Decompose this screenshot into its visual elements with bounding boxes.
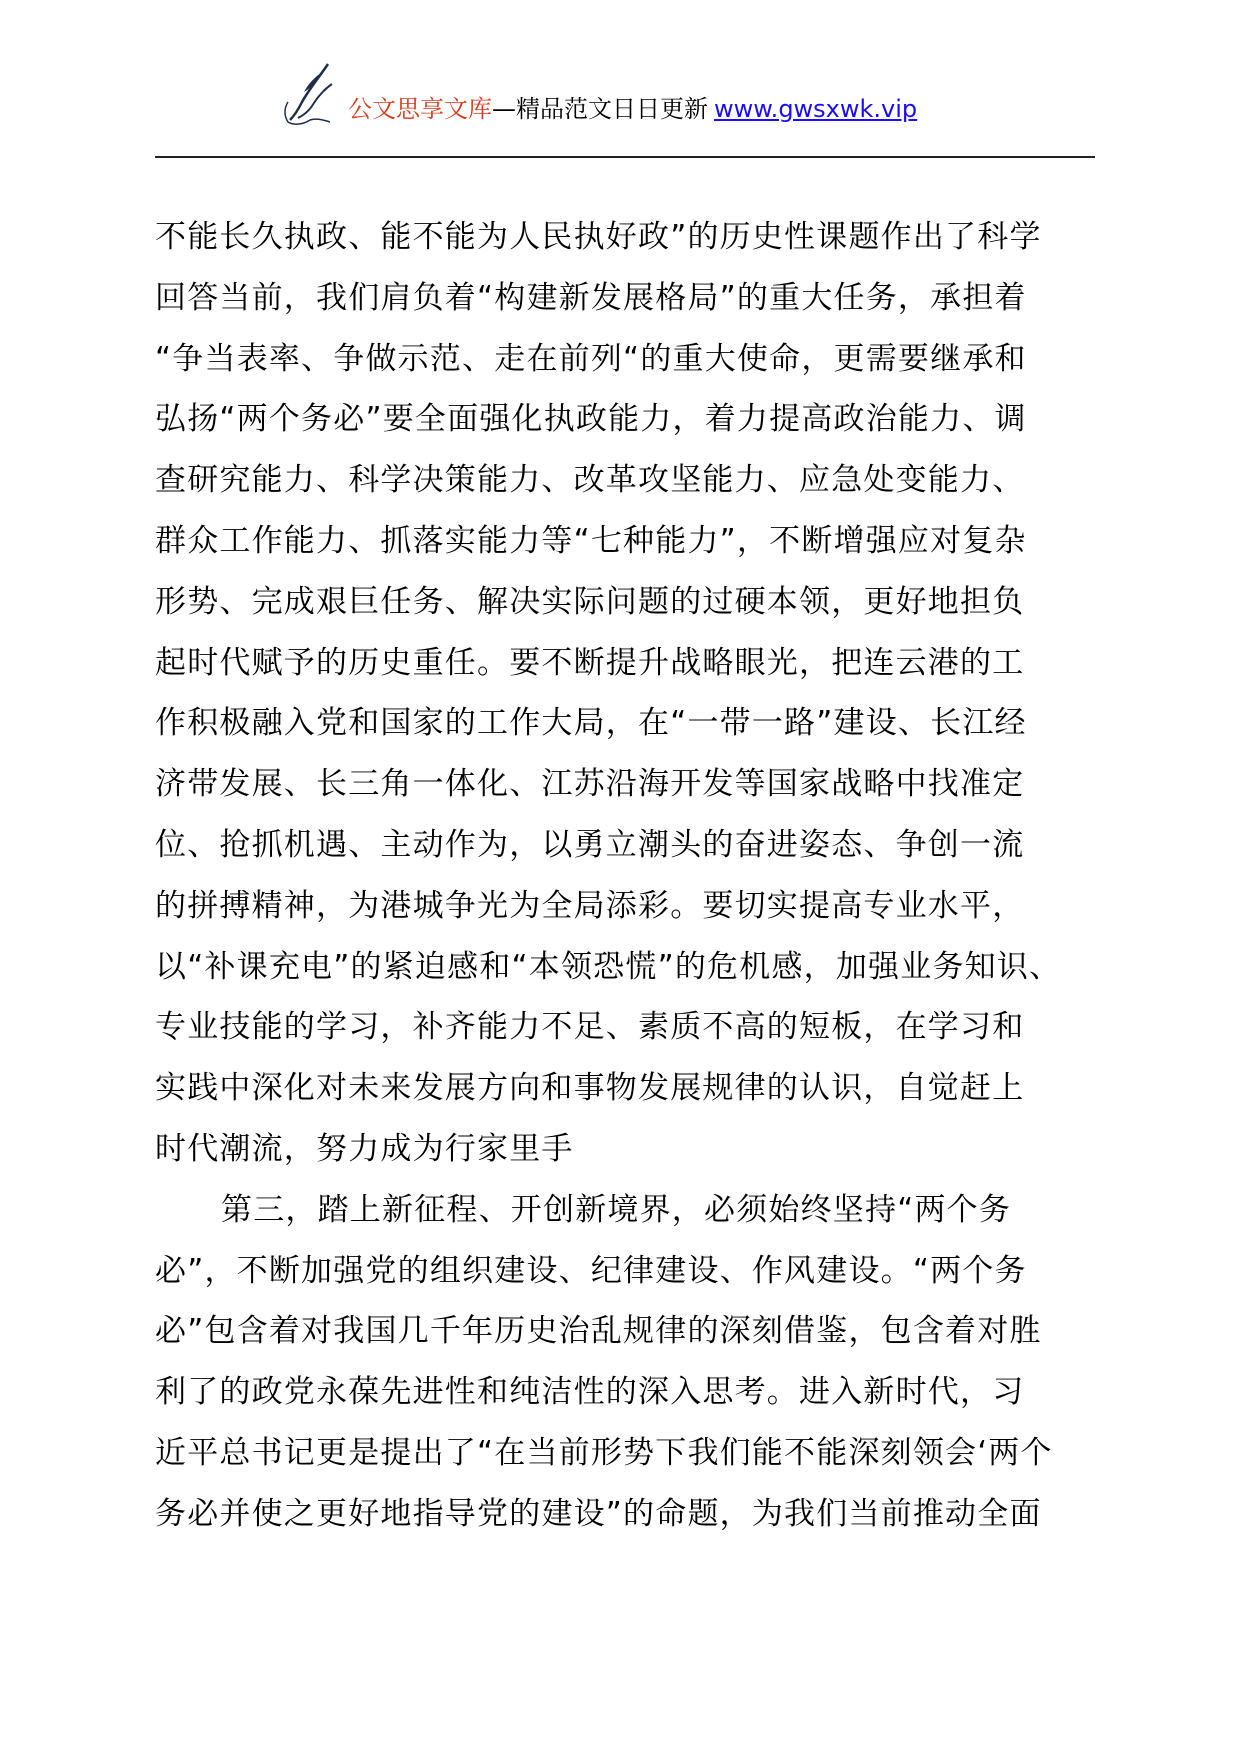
paragraph-start-line: 第三，踏上新征程、开创新境界，必须始终坚持“两个务 <box>221 1191 1012 1228</box>
header-divider <box>155 156 1095 158</box>
text-line: 专业技能的学习，补齐能力不足、素质不高的短板，在学习和 <box>155 1009 1025 1046</box>
text-line: 群众工作能力、抓落实能力等“七种能力”，不断增强应对复杂 <box>155 522 1027 559</box>
text-line: 不能长久执政、能不能为人民执好政”的历史性课题作出了科学 <box>155 219 1042 255</box>
text-line: 起时代赋予的历史重任。要不断提升战略眼光，把连云港的工 <box>155 644 1025 681</box>
text-line: 时代潮流，努力成为行家里手 <box>155 1130 574 1167</box>
quill-logo-icon <box>280 62 342 128</box>
text-line: 位、抢抓机遇、主动作为，以勇立潮头的奋进姿态、争创一流 <box>155 826 1025 863</box>
text-line: 实践中深化对未来发展方向和事物发展规律的认识，自觉赶上 <box>155 1070 1025 1107</box>
text-line: 必”包含着对我国几千年历史治乱规律的深刻借鉴，包含着对胜 <box>155 1313 1042 1350</box>
tagline: —精品范文日日更新 <box>492 95 708 123</box>
text-line: 以“补课充电”的紧迫感和“本领恐慌”的危机感，加强业务知识、 <box>155 948 1062 985</box>
document-body <box>155 207 1105 1545</box>
header-text <box>348 94 917 128</box>
text-line: 弘扬“两个务必”要全面强化执政能力，着力提高政治能力、调 <box>155 401 1027 438</box>
text-line: 济带发展、长三角一体化、江苏沿海开发等国家战略中找准定 <box>155 766 1025 803</box>
text-line: 近平总书记更是提出了“在当前形势下我们能不能深刻领会‘两个 <box>155 1434 1053 1471</box>
text-line: “争当表率、争做示范、走在前列“的重大使命，更需要继承和 <box>155 340 1027 377</box>
text-line: 形势、完成艰巨任务、解决实际问题的过硬本领，更好地担负 <box>155 583 1025 620</box>
website-link[interactable]: www.gwsxwk.vip <box>714 95 918 123</box>
page-header <box>280 58 917 128</box>
text-line: 回答当前，我们肩负着“构建新发展格局”的重大任务，承担着 <box>155 279 1027 316</box>
text-line: 利了的政党永葆先进性和纯洁性的深入思考。进入新时代，习 <box>155 1374 1025 1411</box>
text-line: 必”，不断加强党的组织建设、纪律建设、作风建设。“两个务 <box>155 1252 1027 1289</box>
text-line: 查研究能力、科学决策能力、改革攻坚能力、应急处变能力、 <box>155 462 1025 499</box>
text-line: 务必并使之更好地指导党的建设”的命题，为我们当前推动全面 <box>155 1495 1042 1532</box>
brand-name: 公文思享文库 <box>348 95 492 123</box>
text-line: 作积极融入党和国家的工作大局，在“一带一路”建设、长江经 <box>155 705 1027 742</box>
text-line: 的拼搏精神，为港城争光为全局添彩。要切实提高专业水平， <box>155 887 1025 924</box>
